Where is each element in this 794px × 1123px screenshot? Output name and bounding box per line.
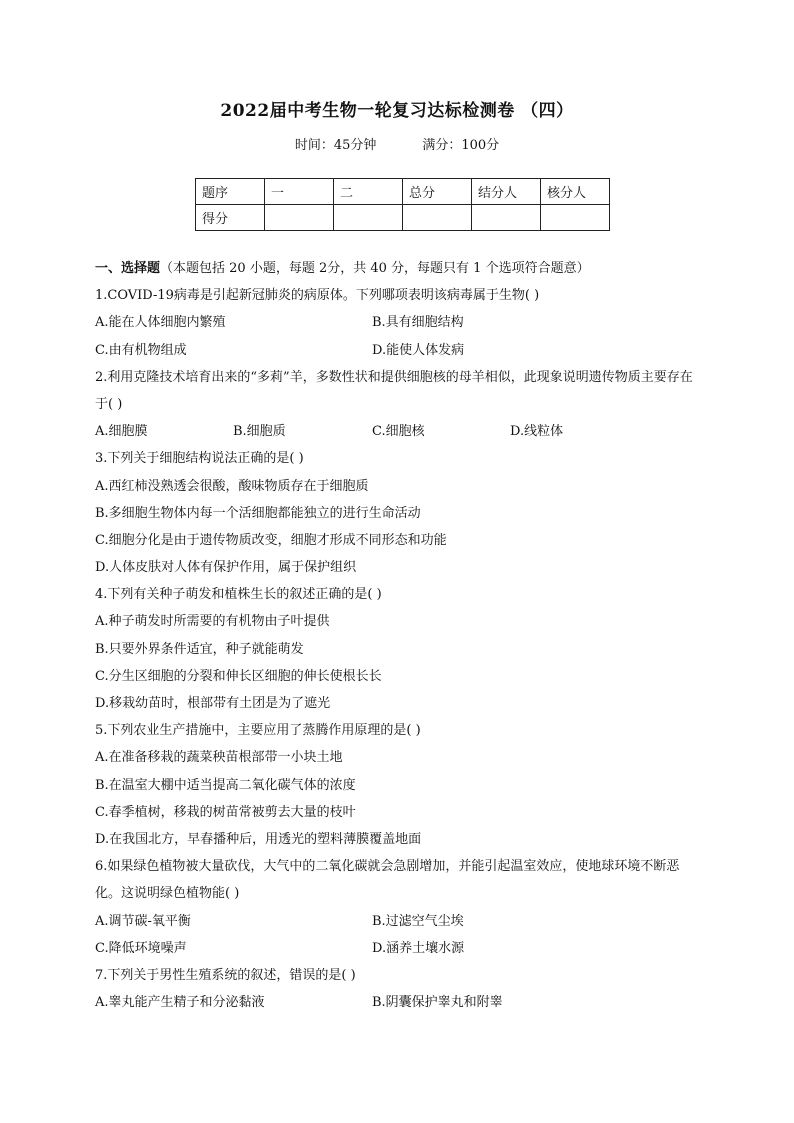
score-table-header: 二 bbox=[334, 179, 403, 205]
question-stem: 7.下列关于男性生殖系统的叙述，错误的是( ) bbox=[95, 967, 356, 983]
score-cell[interactable] bbox=[403, 205, 472, 231]
score-cell[interactable] bbox=[472, 205, 541, 231]
option[interactable]: B.过滤空气尘埃 bbox=[372, 913, 464, 929]
option[interactable]: D.在我国北方，早春播种后，用透光的塑料薄膜覆盖地面 bbox=[95, 831, 422, 847]
score-table-header: 结分人 bbox=[472, 179, 541, 205]
question-stem: 2.利用克隆技术培育出来的“多莉”羊，多数性状和提供细胞核的母羊相似，此现象说明遗传物质主要存在于( ) bbox=[95, 369, 693, 412]
option[interactable]: C.细胞分化是由于遗传物质改变，细胞才形成不同形态和功能 bbox=[95, 532, 447, 548]
score-table-header: 核分人 bbox=[541, 179, 610, 205]
score-table-score-row bbox=[196, 205, 610, 231]
option[interactable]: B.阴囊保护睾丸和附睾 bbox=[372, 995, 503, 1011]
exam-content bbox=[95, 255, 705, 1016]
option-row bbox=[95, 989, 705, 1016]
section-title: 一、选择题 bbox=[95, 261, 161, 276]
exam-info bbox=[0, 134, 794, 153]
score-row-label: 得分 bbox=[196, 205, 265, 231]
score-table-header: 一 bbox=[265, 179, 334, 205]
option[interactable]: A.西红柿没熟透会很酸，酸味物质存在于细胞质 bbox=[95, 478, 369, 494]
option[interactable]: A.睾丸能产生精子和分泌黏液 bbox=[95, 995, 265, 1011]
score-cell[interactable] bbox=[541, 205, 610, 231]
option[interactable]: A.在准备移栽的蔬菜秧苗根部带一小块土地 bbox=[95, 750, 343, 766]
option[interactable]: C.由有机物组成 bbox=[95, 342, 187, 358]
option[interactable]: B.只要外界条件适宜，种子就能萌发 bbox=[95, 641, 304, 657]
time-limit: 时间：45分钟 bbox=[294, 138, 377, 153]
option[interactable]: A.调节碳-氧平衡 bbox=[95, 913, 191, 929]
option[interactable]: A.能在人体细胞内繁殖 bbox=[95, 315, 226, 331]
option[interactable]: C.细胞核 bbox=[372, 424, 425, 440]
section-heading bbox=[95, 255, 705, 282]
full-score: 满分：100分 bbox=[422, 138, 500, 153]
option[interactable]: D.涵养土壤水源 bbox=[372, 940, 465, 956]
question-stem: 3.下列关于细胞结构说法正确的是( ) bbox=[95, 451, 304, 467]
score-table-header: 题序 bbox=[196, 179, 265, 205]
question-stem: 1.COVID-19病毒是引起新冠肺炎的病原体。下列哪项表明该病毒属于生物( ) bbox=[95, 288, 540, 304]
option[interactable]: C.分生区细胞的分裂和伸长区细胞的伸长使根长长 bbox=[95, 668, 382, 684]
option-row bbox=[95, 908, 705, 935]
option[interactable]: D.能使人体发病 bbox=[372, 342, 465, 358]
option[interactable]: B.多细胞生物体内每一个活细胞都能独立的进行生命活动 bbox=[95, 505, 421, 521]
option[interactable]: B.细胞质 bbox=[233, 424, 286, 440]
option[interactable]: D.移栽幼苗时，根部带有土团是为了遮光 bbox=[95, 696, 331, 712]
page-title: 2022届中考生物一轮复习达标检测卷 （四） bbox=[220, 101, 574, 121]
score-cell[interactable] bbox=[265, 205, 334, 231]
option-row bbox=[95, 418, 705, 445]
option[interactable]: C.降低环境噪声 bbox=[95, 940, 187, 956]
option[interactable]: D.线粒体 bbox=[510, 424, 564, 440]
section-note: （本题包括 20 小题，每题 2分，共 40 分，每题只有 1 个选项符合题意） bbox=[160, 261, 590, 276]
option[interactable]: B.在温室大棚中适当提高二氧化碳气体的浓度 bbox=[95, 777, 356, 793]
score-table-header-row bbox=[196, 179, 610, 205]
score-cell[interactable] bbox=[334, 205, 403, 231]
option[interactable]: C.春季植树，移栽的树苗常被剪去大量的枝叶 bbox=[95, 804, 356, 820]
score-table bbox=[195, 178, 610, 231]
option[interactable]: A.种子萌发时所需要的有机物由子叶提供 bbox=[95, 614, 330, 630]
option[interactable]: A.细胞膜 bbox=[95, 424, 148, 440]
question-stem: 4.下列有关种子萌发和植株生长的叙述正确的是( ) bbox=[95, 587, 382, 603]
option[interactable]: B.具有细胞结构 bbox=[372, 315, 464, 331]
option[interactable]: D.人体皮肤对人体有保护作用，属于保护组织 bbox=[95, 560, 357, 576]
score-table-header: 总分 bbox=[403, 179, 472, 205]
question-stem: 6.如果绿色植物被大量砍伐，大气中的二氧化碳就会急剧增加，并能引起温室效应，使地球环境不断恶化。这说明绿色植物能( ) bbox=[95, 859, 680, 902]
option-row bbox=[95, 935, 705, 962]
question-stem: 5.下列农业生产措施中，主要应用了蒸腾作用原理的是( ) bbox=[95, 723, 421, 739]
option-row bbox=[95, 337, 705, 364]
option-row bbox=[95, 309, 705, 336]
